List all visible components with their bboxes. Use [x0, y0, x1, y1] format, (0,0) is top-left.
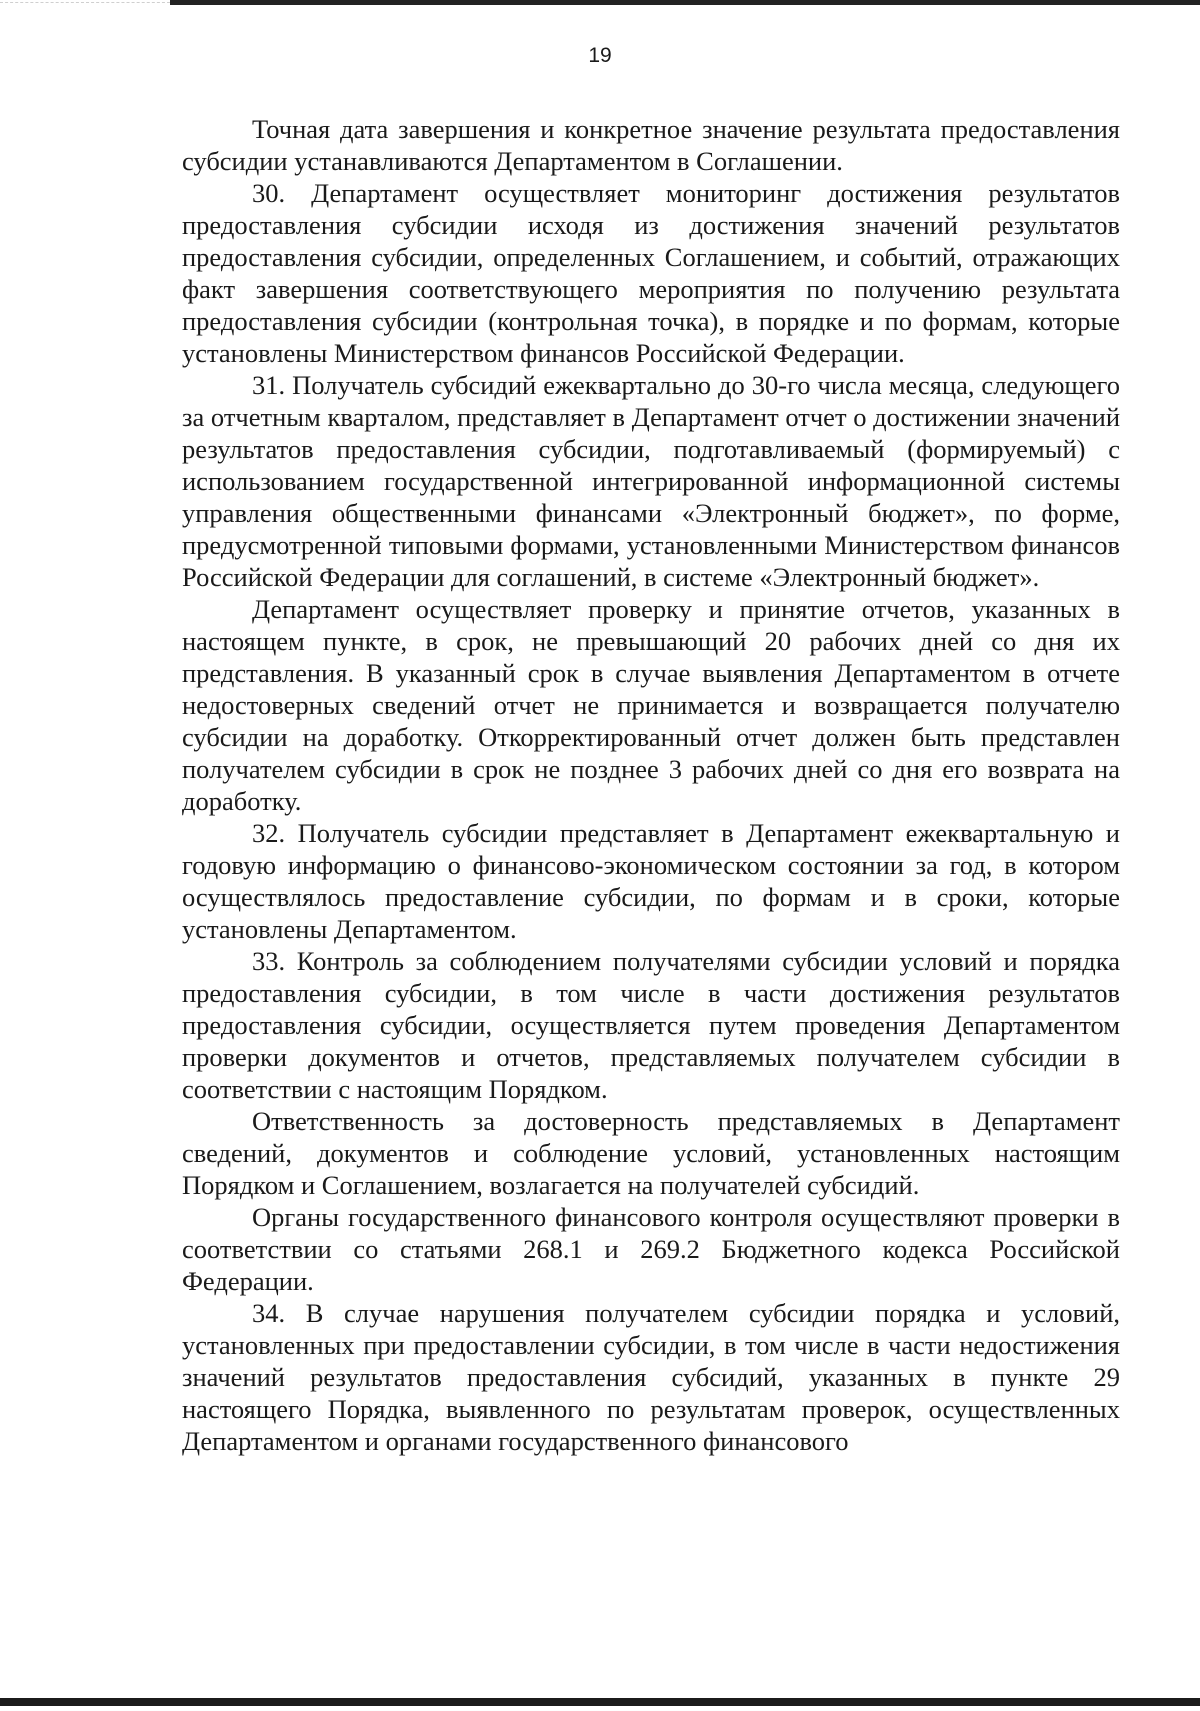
paragraph-responsibility: Ответственность за достоверность представляемых в Департамент сведений, документов и соблюдение условий, установленных настоящим Порядком и Соглашением, возлагается на получателей субсидий.	[182, 1106, 1120, 1200]
paragraph-report-verification: Департамент осуществляет проверку и принятие отчетов, указанных в настоящем пункте, в срок, не превышающий 20 рабочих дней со дня их представления. В указанный срок в случае выявления Департаментом в отчете недостоверных сведений отчет не принимается и возвращается получателю субсидии на доработку. Откорректированный отчет должен быть представлен получателем субсидии в срок не позднее 3 рабочих дней со дня его возврата на доработку.	[182, 594, 1120, 816]
scan-edge-bottom	[0, 1698, 1200, 1706]
paragraph-31-quarterly-report: 31. Получатель субсидий ежеквартально до 30-го числа месяца, следующего за отчетным кварталом, представляет в Департамент отчет о достижении значений результатов предоставления субсидии, подготавливаемый (формируемый) с использованием государственной интегрированной информационной системы управления общественными финансами «Электронный бюджет», по форме, предусмотренной типовыми формами, установленными Министерством финансов Российской Федерации для соглашений, в системе «Электронный бюджет».	[182, 370, 1120, 592]
scan-edge-top-faint	[0, 2, 170, 4]
paragraph-34-violation: 34. В случае нарушения получателем субсидии порядка и условий, установленных при предоставлении субсидии, в том числе в части недостижения значений результатов предоставления субсидий, указанных в пункте 29 настоящего Порядка, выявленного по результатам проверок, осуществленных Департаментом и органами государственного финансового	[182, 1298, 1120, 1456]
paragraph-30-monitoring: 30. Департамент осуществляет мониторинг достижения результатов предоставления субсидии исходя из достижения значений результатов предоставления субсидии, определенных Соглашением, и событий, отражающих факт завершения соответствующего мероприятия по получению результата предоставления субсидии (контрольная точка), в порядке и по формам, которые установлены Министерством финансов Российской Федерации.	[182, 178, 1120, 368]
document-body	[182, 113, 1120, 1457]
paragraph-state-financial-control: Органы государственного финансового контроля осуществляют проверки в соответствии со статьями 268.1 и 269.2 Бюджетного кодекса Российской Федерации.	[182, 1202, 1120, 1296]
paragraph-result-date: Точная дата завершения и конкретное значение результата предоставления субсидии устанавливаются Департаментом в Соглашении.	[182, 114, 1120, 176]
page-number: 19	[588, 44, 612, 67]
scan-edge-top	[170, 0, 1200, 5]
paragraph-32-financial-info: 32. Получатель субсидии представляет в Департамент ежеквартальную и годовую информацию о финансово-экономическом состоянии за год, в котором осуществлялось предоставление субсидии, по формам и в сроки, которые установлены Департаментом.	[182, 818, 1120, 944]
paragraph-33-control: 33. Контроль за соблюдением получателями субсидии условий и порядка предоставления субсидии, в том числе в части достижения результатов предоставления субсидии, осуществляется путем проведения Департаментом проверки документов и отчетов, представляемых получателем субсидии в соответствии с настоящим Порядком.	[182, 946, 1120, 1104]
